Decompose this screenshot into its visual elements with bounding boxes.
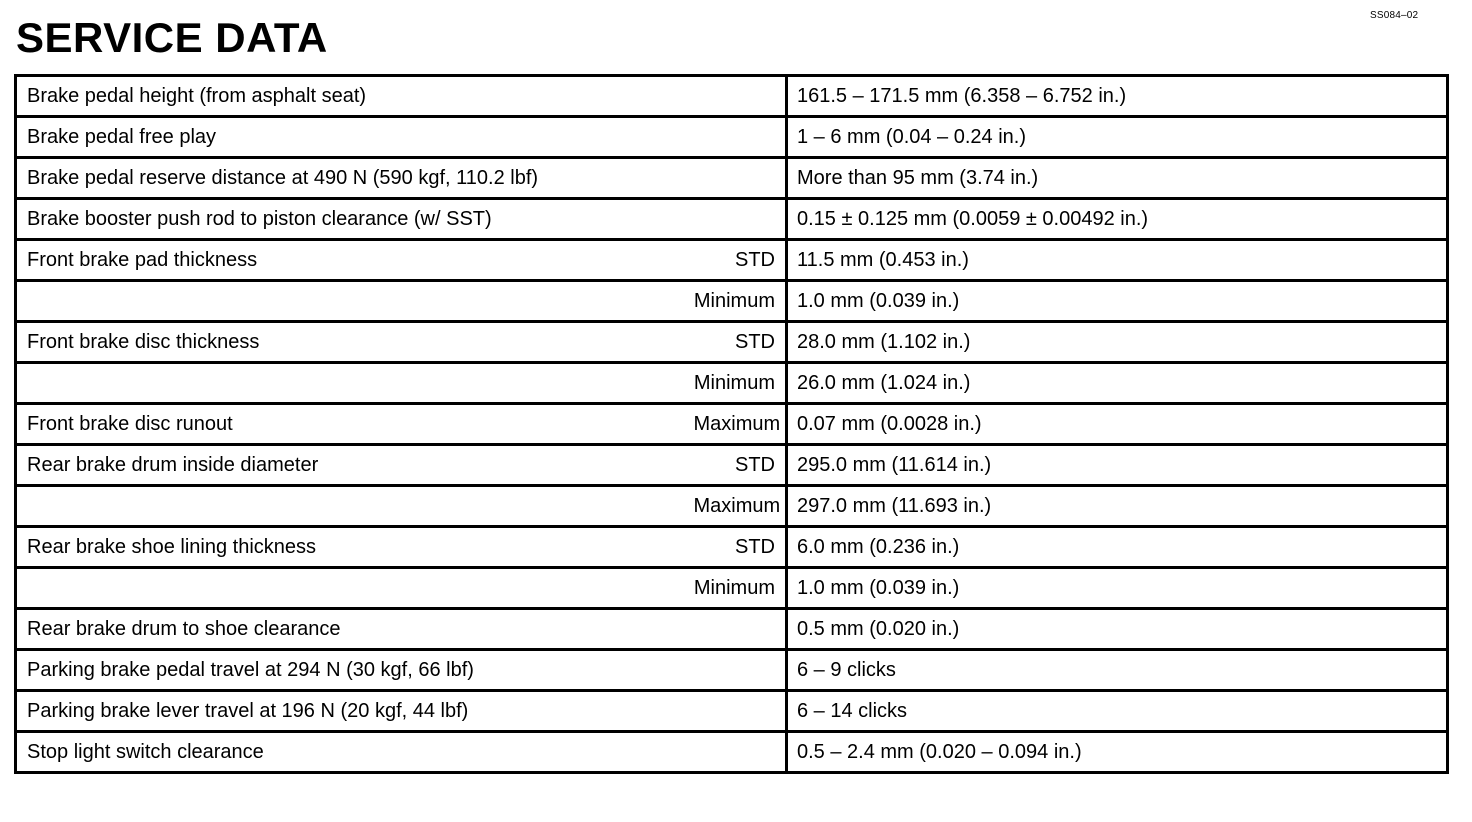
row-qualifier: Minimum	[694, 568, 787, 609]
row-qualifier: Minimum	[694, 363, 787, 404]
row-value: 1 – 6 mm (0.04 – 0.24 in.)	[787, 117, 1448, 158]
row-item: Brake pedal free play	[16, 117, 694, 158]
table-row	[16, 691, 1448, 732]
row-qualifier	[694, 609, 787, 650]
table-row	[16, 117, 1448, 158]
row-value: 0.07 mm (0.0028 in.)	[787, 404, 1448, 445]
row-item: Parking brake lever travel at 196 N (20 kgf, 44 lbf)	[16, 691, 694, 732]
row-item: Brake pedal height (from asphalt seat)	[16, 76, 694, 117]
table-row	[16, 445, 1448, 486]
row-item: Front brake disc thickness	[16, 322, 694, 363]
row-value: 6.0 mm (0.236 in.)	[787, 527, 1448, 568]
row-item: Rear brake shoe lining thickness	[16, 527, 694, 568]
service-data-table	[14, 74, 1449, 774]
row-value: 1.0 mm (0.039 in.)	[787, 281, 1448, 322]
page-title: SERVICE DATA	[16, 14, 328, 61]
row-item: Brake booster push rod to piston clearance (w/ SST)	[16, 199, 694, 240]
row-qualifier	[694, 199, 787, 240]
row-qualifier	[694, 691, 787, 732]
table-row	[16, 568, 1448, 609]
table-row	[16, 650, 1448, 691]
row-value: 0.5 – 2.4 mm (0.020 – 0.094 in.)	[787, 732, 1448, 773]
row-item	[16, 486, 694, 527]
row-qualifier: Minimum	[694, 281, 787, 322]
row-value: 28.0 mm (1.102 in.)	[787, 322, 1448, 363]
row-value: 161.5 – 171.5 mm (6.358 – 6.752 in.)	[787, 76, 1448, 117]
row-value: 11.5 mm (0.453 in.)	[787, 240, 1448, 281]
row-qualifier: STD	[694, 240, 787, 281]
row-value: 0.5 mm (0.020 in.)	[787, 609, 1448, 650]
table-row	[16, 609, 1448, 650]
table-row	[16, 404, 1448, 445]
row-value: More than 95 mm (3.74 in.)	[787, 158, 1448, 199]
row-value: 6 – 14 clicks	[787, 691, 1448, 732]
row-qualifier: STD	[694, 322, 787, 363]
row-item: Rear brake drum to shoe clearance	[16, 609, 694, 650]
row-qualifier: STD	[694, 527, 787, 568]
table-row	[16, 281, 1448, 322]
row-item: Front brake disc runout	[16, 404, 694, 445]
row-qualifier	[694, 650, 787, 691]
table-row	[16, 732, 1448, 773]
row-value: 6 – 9 clicks	[787, 650, 1448, 691]
row-item: Rear brake drum inside diameter	[16, 445, 694, 486]
table-row	[16, 363, 1448, 404]
row-qualifier: STD	[694, 445, 787, 486]
row-item: Stop light switch clearance	[16, 732, 694, 773]
row-qualifier	[694, 76, 787, 117]
row-value: 295.0 mm (11.614 in.)	[787, 445, 1448, 486]
row-item: Parking brake pedal travel at 294 N (30 kgf, 66 lbf)	[16, 650, 694, 691]
row-item	[16, 281, 694, 322]
table-row	[16, 76, 1448, 117]
row-qualifier	[694, 732, 787, 773]
row-qualifier: Maximum	[694, 404, 787, 445]
table-row	[16, 322, 1448, 363]
page-code: SS084–02	[1370, 10, 1419, 21]
row-item: Brake pedal reserve distance at 490 N (590 kgf, 110.2 lbf)	[16, 158, 694, 199]
table-row	[16, 158, 1448, 199]
row-qualifier	[694, 158, 787, 199]
table-row	[16, 199, 1448, 240]
row-item	[16, 363, 694, 404]
row-item: Front brake pad thickness	[16, 240, 694, 281]
row-value: 1.0 mm (0.039 in.)	[787, 568, 1448, 609]
row-value: 297.0 mm (11.693 in.)	[787, 486, 1448, 527]
row-value: 0.15 ± 0.125 mm (0.0059 ± 0.00492 in.)	[787, 199, 1448, 240]
row-value: 26.0 mm (1.024 in.)	[787, 363, 1448, 404]
table-row	[16, 527, 1448, 568]
table-row	[16, 240, 1448, 281]
row-qualifier: Maximum	[694, 486, 787, 527]
table-row	[16, 486, 1448, 527]
row-item	[16, 568, 694, 609]
row-qualifier	[694, 117, 787, 158]
